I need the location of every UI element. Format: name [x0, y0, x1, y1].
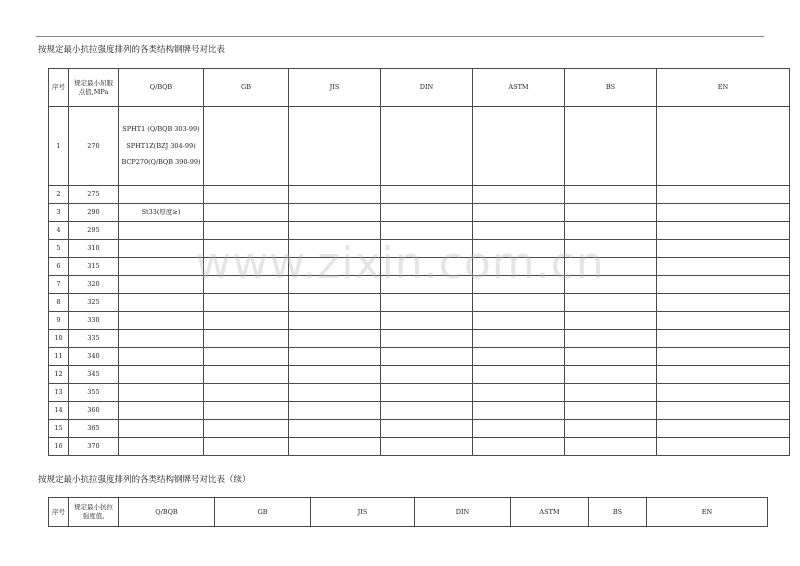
astm-cell	[473, 420, 565, 438]
astm-cell	[473, 348, 565, 366]
table-row	[49, 258, 790, 276]
table-row	[49, 438, 790, 456]
value-cell: 340	[69, 348, 119, 366]
en-cell	[657, 204, 790, 222]
value-cell: 345	[69, 366, 119, 384]
value-cell: 335	[69, 330, 119, 348]
din-cell	[381, 402, 473, 420]
qbqb-cell	[119, 240, 204, 258]
jis-cell	[289, 240, 381, 258]
table-row	[49, 366, 790, 384]
seq-cell: 14	[49, 402, 69, 420]
en-cell	[657, 366, 790, 384]
gb-cell	[204, 222, 289, 240]
astm-cell	[473, 366, 565, 384]
value-cell: 295	[69, 222, 119, 240]
value-cell: 315	[69, 258, 119, 276]
jis-cell	[289, 312, 381, 330]
header-gb: GB	[215, 498, 311, 527]
astm-cell	[473, 222, 565, 240]
qbqb-cell	[119, 222, 204, 240]
bs-cell	[565, 366, 657, 384]
seq-cell: 13	[49, 384, 69, 402]
table-row	[49, 276, 790, 294]
en-cell	[657, 222, 790, 240]
qbqb-cell	[119, 186, 204, 204]
header-din: DIN	[381, 69, 473, 107]
value-cell: 270	[69, 107, 119, 186]
value-cell: 275	[69, 186, 119, 204]
table1-title: 按规定最小抗拉强度排列的各类结构钢牌号对比表	[38, 45, 226, 55]
gb-cell	[204, 276, 289, 294]
header-gb: GB	[204, 69, 289, 107]
en-cell	[657, 240, 790, 258]
table-row	[49, 384, 790, 402]
din-cell	[381, 240, 473, 258]
gb-cell	[204, 402, 289, 420]
table-row	[49, 204, 790, 222]
header-en: EN	[647, 498, 768, 527]
jis-cell	[289, 402, 381, 420]
jis-cell	[289, 348, 381, 366]
jis-cell	[289, 222, 381, 240]
astm-cell	[473, 276, 565, 294]
qbqb-cell	[119, 384, 204, 402]
seq-cell: 3	[49, 204, 69, 222]
seq-cell: 16	[49, 438, 69, 456]
din-cell	[381, 348, 473, 366]
grade-designation: BCP270(Q/BQB 390-99)	[121, 158, 201, 167]
header-astm: ASTM	[473, 69, 565, 107]
en-cell	[657, 438, 790, 456]
din-cell	[381, 366, 473, 384]
qbqb-cell	[119, 276, 204, 294]
seq-cell: 2	[49, 186, 69, 204]
header-din: DIN	[415, 498, 511, 527]
gb-cell	[204, 420, 289, 438]
seq-cell: 5	[49, 240, 69, 258]
din-cell	[381, 204, 473, 222]
qbqb-cell	[119, 348, 204, 366]
qbqb-cell	[119, 258, 204, 276]
astm-cell	[473, 204, 565, 222]
table-row	[49, 420, 790, 438]
din-cell	[381, 276, 473, 294]
jis-cell	[289, 438, 381, 456]
jis-cell	[289, 420, 381, 438]
din-cell	[381, 312, 473, 330]
astm-cell	[473, 186, 565, 204]
value-cell: 370	[69, 438, 119, 456]
header-astm: ASTM	[511, 498, 589, 527]
bs-cell	[565, 402, 657, 420]
bs-cell	[565, 294, 657, 312]
table-row	[49, 312, 790, 330]
din-cell	[381, 330, 473, 348]
astm-cell	[473, 107, 565, 186]
header-value: 规定最小屈服点值,MPa	[69, 69, 119, 107]
grade-designation: SPHT1 (Q/BQB 303-99)	[122, 124, 200, 133]
din-cell	[381, 222, 473, 240]
seq-cell: 9	[49, 312, 69, 330]
din-cell	[381, 186, 473, 204]
en-cell	[657, 107, 790, 186]
astm-cell	[473, 258, 565, 276]
gb-cell	[204, 384, 289, 402]
header-qbqb: Q/BQB	[119, 69, 204, 107]
gb-cell	[204, 312, 289, 330]
seq-cell: 12	[49, 366, 69, 384]
en-cell	[657, 420, 790, 438]
value-cell: 320	[69, 276, 119, 294]
seq-cell: 7	[49, 276, 69, 294]
bs-cell	[565, 420, 657, 438]
en-cell	[657, 312, 790, 330]
bs-cell	[565, 330, 657, 348]
jis-cell	[289, 384, 381, 402]
qbqb-cell	[119, 330, 204, 348]
table-body	[49, 107, 790, 456]
header-seq: 序号	[49, 498, 69, 527]
bs-cell	[565, 276, 657, 294]
header-jis: JIS	[311, 498, 415, 527]
bs-cell	[565, 384, 657, 402]
table-row	[49, 348, 790, 366]
gb-cell	[204, 186, 289, 204]
seq-cell: 11	[49, 348, 69, 366]
table-row	[49, 294, 790, 312]
table2-title: 按规定最小抗拉强度排列的各类结构钢牌号对比表（续）	[38, 475, 251, 485]
en-cell	[657, 402, 790, 420]
din-cell	[381, 107, 473, 186]
bs-cell	[565, 240, 657, 258]
qbqb-cell	[119, 438, 204, 456]
header-jis: JIS	[289, 69, 381, 107]
jis-cell	[289, 107, 381, 186]
table-row	[49, 330, 790, 348]
gb-cell	[204, 258, 289, 276]
value-cell: 290	[69, 204, 119, 222]
jis-cell	[289, 186, 381, 204]
en-cell	[657, 294, 790, 312]
table-row	[49, 240, 790, 258]
gb-cell	[204, 204, 289, 222]
gb-cell	[204, 107, 289, 186]
value-cell: 355	[69, 384, 119, 402]
header-qbqb: Q/BQB	[119, 498, 215, 527]
gb-cell	[204, 348, 289, 366]
qbqb-cell	[119, 420, 204, 438]
table-header-row	[49, 498, 768, 527]
din-cell	[381, 384, 473, 402]
bs-cell	[565, 204, 657, 222]
bs-cell	[565, 312, 657, 330]
seq-cell: 6	[49, 258, 69, 276]
astm-cell	[473, 240, 565, 258]
din-cell	[381, 258, 473, 276]
jis-cell	[289, 204, 381, 222]
table-row	[49, 222, 790, 240]
jis-cell	[289, 258, 381, 276]
en-cell	[657, 186, 790, 204]
value-cell: 325	[69, 294, 119, 312]
din-cell	[381, 420, 473, 438]
seq-cell: 8	[49, 294, 69, 312]
astm-cell	[473, 438, 565, 456]
astm-cell	[473, 402, 565, 420]
watermark: www.zixin.com.cn	[195, 238, 605, 289]
table-row	[49, 186, 790, 204]
bs-cell	[565, 107, 657, 186]
qbqb-cell	[119, 402, 204, 420]
header-seq: 序号	[49, 69, 69, 107]
jis-cell	[289, 330, 381, 348]
qbqb-cell	[119, 107, 204, 186]
seq-cell: 15	[49, 420, 69, 438]
value-cell: 310	[69, 240, 119, 258]
din-cell	[381, 438, 473, 456]
seq-cell: 1	[49, 107, 69, 186]
gb-cell	[204, 366, 289, 384]
qbqb-cell: St33(厚度≥)	[119, 204, 204, 222]
gb-cell	[204, 438, 289, 456]
en-cell	[657, 276, 790, 294]
jis-cell	[289, 294, 381, 312]
din-cell	[381, 294, 473, 312]
astm-cell	[473, 312, 565, 330]
gb-cell	[204, 240, 289, 258]
grade-designation: SPHT1Z(BZJ 304-99)	[126, 141, 196, 150]
bs-cell	[565, 438, 657, 456]
gb-cell	[204, 294, 289, 312]
steel-grade-comparison-table-continued	[48, 497, 768, 527]
en-cell	[657, 330, 790, 348]
jis-cell	[289, 276, 381, 294]
header-rule	[36, 36, 764, 37]
steel-grade-comparison-table	[48, 68, 790, 456]
header-bs: BS	[589, 498, 647, 527]
bs-cell	[565, 186, 657, 204]
astm-cell	[473, 384, 565, 402]
astm-cell	[473, 294, 565, 312]
value-cell: 330	[69, 312, 119, 330]
bs-cell	[565, 348, 657, 366]
en-cell	[657, 258, 790, 276]
header-bs: BS	[565, 69, 657, 107]
qbqb-cell	[119, 366, 204, 384]
seq-cell: 4	[49, 222, 69, 240]
seq-cell: 10	[49, 330, 69, 348]
en-cell	[657, 384, 790, 402]
astm-cell	[473, 330, 565, 348]
qbqb-cell	[119, 294, 204, 312]
jis-cell	[289, 366, 381, 384]
header-en: EN	[657, 69, 790, 107]
table-row	[49, 402, 790, 420]
table-row	[49, 107, 790, 186]
bs-cell	[565, 222, 657, 240]
gb-cell	[204, 330, 289, 348]
bs-cell	[565, 258, 657, 276]
header-value: 规定最小抗拉强度值,	[69, 498, 119, 527]
value-cell: 360	[69, 402, 119, 420]
table-header-row	[49, 69, 790, 107]
qbqb-cell	[119, 312, 204, 330]
en-cell	[657, 348, 790, 366]
value-cell: 365	[69, 420, 119, 438]
